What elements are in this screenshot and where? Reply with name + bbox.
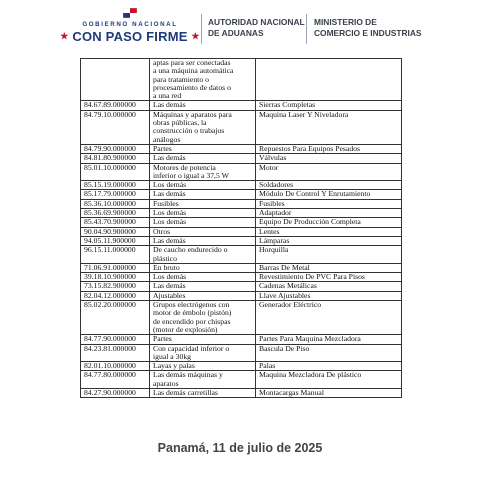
product-cell: Montacargas Manual xyxy=(256,388,402,397)
table-row xyxy=(81,362,402,371)
tariff-code-cell: 96.15.11.000000 xyxy=(81,246,150,264)
product-cell: Maquina Laser Y Niveladora xyxy=(256,110,402,144)
tariff-code-cell: 71.06.91.000000 xyxy=(81,263,150,272)
product-cell: Repuestos Para Equipos Pesados xyxy=(256,144,402,153)
product-cell: Maquina Mezcladora De plástico xyxy=(256,371,402,389)
table-row xyxy=(81,209,402,218)
tariff-code-cell: 85.36.10.000000 xyxy=(81,199,150,208)
table-row xyxy=(81,101,402,110)
tariff-code-cell: 82.01.10.000000 xyxy=(81,362,150,371)
product-cell: Bascula De Piso xyxy=(256,344,402,362)
header-divider xyxy=(201,14,202,44)
agency-mici xyxy=(314,17,422,38)
product-cell: Revestimiento De PVC Para Pisos xyxy=(256,273,402,282)
tariff-code-cell: 85.01.10.000000 xyxy=(81,163,150,181)
tariff-code-cell: 90.04.90.900000 xyxy=(81,227,150,236)
description-cell: Partes xyxy=(150,144,256,153)
tariff-code-cell: 84.77.90.000000 xyxy=(81,335,150,344)
agency-mici-line: COMERCIO E INDUSTRIAS xyxy=(314,27,422,38)
product-cell: Cadenas Metálicas xyxy=(256,282,402,291)
table-row xyxy=(81,263,402,272)
description-cell: Grupos electrógenos con motor de émbolo (pistón) de encendido por chispas (motor de explosión) xyxy=(150,301,256,335)
tariff-code-cell: 85.43.70.900000 xyxy=(81,218,150,227)
product-cell: Fusibles xyxy=(256,199,402,208)
description-cell: Ajustables xyxy=(150,291,256,300)
tariff-code-cell: 85.15.19.000000 xyxy=(81,181,150,190)
product-cell: Sierras Completas xyxy=(256,101,402,110)
agency-mici-line: MINISTERIO DE xyxy=(314,17,377,27)
tariff-code-cell: 73.15.82.900000 xyxy=(81,282,150,291)
description-cell: Los demás xyxy=(150,181,256,190)
product-cell: Generador Eléctrico xyxy=(256,301,402,335)
government-logo xyxy=(60,8,200,50)
tariff-code-cell xyxy=(81,59,150,101)
tariff-code-cell: 82.04.12.000000 xyxy=(81,291,150,300)
table-row xyxy=(81,282,402,291)
table-row xyxy=(81,59,402,101)
table-row xyxy=(81,236,402,245)
table-row xyxy=(81,199,402,208)
tariff-table xyxy=(80,58,402,398)
table-row xyxy=(81,291,402,300)
description-cell: Otros xyxy=(150,227,256,236)
product-cell: Módulo De Control Y Enrutamiento xyxy=(256,190,402,199)
table-row xyxy=(81,388,402,397)
star-icon: ★ xyxy=(60,31,69,41)
product-cell: Llave Ajustables xyxy=(256,291,402,300)
tariff-code-cell: 84.67.89.000000 xyxy=(81,101,150,110)
document-date: Panamá, 11 de julio de 2025 xyxy=(157,441,323,455)
logo-top-text: GOBIERNO NACIONAL xyxy=(82,21,178,28)
description-cell: Las demás xyxy=(150,236,256,245)
panama-flag-icon xyxy=(123,8,137,18)
description-cell: Las demás xyxy=(150,101,256,110)
table-row xyxy=(81,110,402,144)
product-cell: Motor xyxy=(256,163,402,181)
logo-slogan: CON PASO FIRME xyxy=(72,29,188,44)
product-cell: Partes Para Maquina Mezcladora xyxy=(256,335,402,344)
table-row xyxy=(81,181,402,190)
tariff-table-body xyxy=(81,59,402,398)
description-cell: Las demás xyxy=(150,282,256,291)
description-cell: Partes xyxy=(150,335,256,344)
description-cell: En bruto xyxy=(150,263,256,272)
description-cell: Los demás xyxy=(150,209,256,218)
table-row xyxy=(81,371,402,389)
product-cell: Horquilla xyxy=(256,246,402,264)
product-cell: Barras De Metal xyxy=(256,263,402,272)
table-row xyxy=(81,273,402,282)
description-cell: Motores de potencia inferior o igual a 37,5 W xyxy=(150,163,256,181)
description-cell: Las demás máquinas y aparatos xyxy=(150,371,256,389)
description-cell: Fusibles xyxy=(150,199,256,208)
header-divider xyxy=(306,14,307,44)
star-icon: ★ xyxy=(191,31,200,41)
description-cell: De caucho endurecido o plástico xyxy=(150,246,256,264)
description-cell: Las demás carretillas xyxy=(150,388,256,397)
document-header xyxy=(0,0,480,56)
table-row xyxy=(81,301,402,335)
product-cell: Válvulas xyxy=(256,154,402,163)
agency-aduanas-line: AUTORIDAD NACIONAL xyxy=(208,17,305,27)
product-cell xyxy=(256,59,402,101)
product-cell: Palas xyxy=(256,362,402,371)
table-row xyxy=(81,218,402,227)
table-row xyxy=(81,190,402,199)
description-cell: aptas para ser conectadas a una máquina automática para tratamiento o procesamiento de datos o a una red xyxy=(150,59,256,101)
logo-main-text xyxy=(60,29,200,44)
table-row xyxy=(81,154,402,163)
tariff-code-cell: 84.79.10.000000 xyxy=(81,110,150,144)
description-cell: Layas y palas xyxy=(150,362,256,371)
tariff-code-cell: 84.23.81.000000 xyxy=(81,344,150,362)
table-row xyxy=(81,335,402,344)
description-cell: Los demás xyxy=(150,273,256,282)
table-row xyxy=(81,246,402,264)
description-cell: Las demás xyxy=(150,154,256,163)
product-cell: Equipo De Producción Completa xyxy=(256,218,402,227)
description-cell: Con capacidad inferior o igual a 30kg xyxy=(150,344,256,362)
description-cell: Máquinas y aparatos para obras públicas, la construcción o trabajos análogos xyxy=(150,110,256,144)
tariff-code-cell: 84.27.90.000000 xyxy=(81,388,150,397)
table-row xyxy=(81,163,402,181)
tariff-code-cell: 84.77.80.000000 xyxy=(81,371,150,389)
tariff-code-cell: 84.81.80.900000 xyxy=(81,154,150,163)
tariff-code-cell: 85.36.69.900000 xyxy=(81,209,150,218)
description-cell: Las demás xyxy=(150,190,256,199)
agency-aduanas xyxy=(208,17,305,38)
tariff-code-cell: 39.18.10.900000 xyxy=(81,273,150,282)
description-cell: Los demás xyxy=(150,218,256,227)
agency-aduanas-line: DE ADUANAS xyxy=(208,27,264,38)
tariff-code-cell: 85.02.20.000000 xyxy=(81,301,150,335)
tariff-code-cell: 85.17.79.000000 xyxy=(81,190,150,199)
tariff-code-cell: 94.05.11.900000 xyxy=(81,236,150,245)
product-cell: Lámparas xyxy=(256,236,402,245)
table-row xyxy=(81,344,402,362)
product-cell: Soldadores xyxy=(256,181,402,190)
product-cell: Lentes xyxy=(256,227,402,236)
tariff-code-cell: 84.79.90.000000 xyxy=(81,144,150,153)
product-cell: Adaptador xyxy=(256,209,402,218)
table-row xyxy=(81,144,402,153)
table-row xyxy=(81,227,402,236)
